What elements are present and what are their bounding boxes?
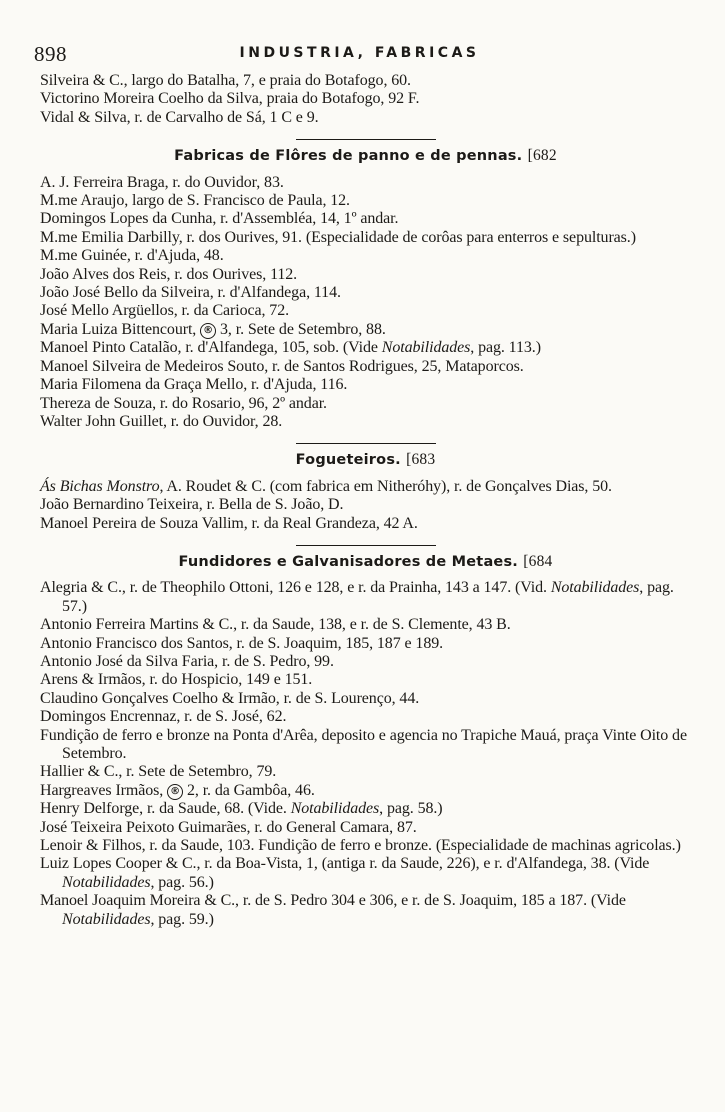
- entry-text: Manoel Joaquim Moreira & C., r. de S. Pedro 304 e 306, e r. de S. Joaquim, 185 a 187. (Vide: [40, 892, 626, 910]
- list-item: M.me Emilia Darbilly, r. dos Ourives, 91. (Especialidade de corôas para enterros e sepulturas.): [40, 228, 636, 246]
- section-heading-flores: [40, 147, 691, 165]
- list-item: M.me Guinée, r. d'Ajuda, 48.: [40, 247, 224, 265]
- list-item: [40, 579, 691, 616]
- list-item: Hallier & C., r. Sete de Setembro, 79.: [40, 763, 277, 781]
- section-title: Fundidores e Galvanisadores de Metaes.: [178, 553, 519, 570]
- list-item: [40, 339, 691, 357]
- list-item: João Bernardino Teixeira, r. Bella de S. João, D.: [40, 496, 344, 514]
- entry-text: 2, r. da Gambôa, 46.: [183, 781, 315, 799]
- list-item: Walter John Guillet, r. do Ouvidor, 28.: [40, 412, 283, 430]
- list-item: Manoel Silveira de Medeiros Souto, r. de Santos Rodrigues, 25, Mataporcos.: [40, 357, 524, 375]
- list-item: Fundição de ferro e bronze na Ponta d'Arêa, deposito e agencia no Trapiche Mauá, praça Vinte Oito de Setembro.: [40, 726, 687, 762]
- list-item: [40, 892, 691, 929]
- section-title: Fogueteiros.: [295, 452, 401, 469]
- section-heading-fundidores: [40, 553, 691, 571]
- list-item: Victorino Moreira Coelho da Silva, praia do Botafogo, 92 F.: [40, 90, 420, 108]
- section-divider: [296, 443, 436, 444]
- entry-italic: Notabilidades: [381, 339, 471, 357]
- section-heading-fogueteiros: [40, 451, 691, 469]
- list-item: Antonio Ferreira Martins & C., r. da Saude, 138, e r. de S. Clemente, 43 B.: [40, 616, 511, 634]
- entry-text: Maria Luiza Bittencourt,: [40, 320, 201, 338]
- list-item: Domingos Lopes da Cunha, r. d'Assembléa, 14, 1º andar.: [40, 210, 399, 228]
- list-item: Thereza de Souza, r. do Rosario, 96, 2º andar.: [40, 394, 327, 412]
- section-number: [682: [527, 147, 557, 165]
- list-item: Domingos Encrennaz, r. de S. José, 62.: [40, 708, 287, 726]
- entry-text: , pag. 58.): [379, 800, 443, 818]
- list-item: [40, 855, 691, 892]
- section-number: [684: [523, 552, 553, 570]
- running-title: INDUSTRIA, FABRICAS: [239, 45, 480, 61]
- section-divider: [296, 139, 436, 140]
- list-item: [40, 782, 691, 800]
- entry-text: 3, r. Sete de Setembro, 88.: [216, 320, 386, 338]
- list-item: José Mello Argüellos, r. da Carioca, 72.: [40, 302, 290, 320]
- entry-italic: Notabilidades: [62, 873, 151, 891]
- entry-text: Manoel Pinto Catalão, r. d'Alfandega, 105, sob. (Vide: [40, 339, 382, 357]
- entry-text: , pag. 57.): [62, 579, 674, 615]
- entry-text: Hargreaves Irmãos,: [40, 781, 168, 799]
- list-item: [40, 478, 691, 496]
- list-item: Claudino Gonçalves Coelho & Irmão, r. de S. Lourenço, 44.: [40, 689, 420, 707]
- entry-text: Luiz Lopes Cooper & C., r. da Boa-Vista, 1, (antiga r. da Saude, 226), e r. d'Alfandega, 38. (Vide: [40, 855, 650, 873]
- list-item: José Teixeira Peixoto Guimarães, r. do General Camara, 87.: [40, 818, 417, 836]
- list-item: Lenoir & Filhos, r. da Saude, 103. Fundição de ferro e bronze. (Especialidade de machinas agricolas.): [40, 837, 681, 855]
- section-title: Fabricas de Flôres de panno e de pennas.: [174, 148, 523, 165]
- entry-text: , pag. 56.): [150, 873, 214, 891]
- section-divider: [296, 545, 436, 546]
- entry-text: , A. Roudet & C. (com fabrica em Nitheróhy), r. de Gonçalves Dias, 50.: [159, 477, 612, 495]
- entry-text: , pag. 113.): [470, 339, 541, 357]
- entry-italic: Notabilidades: [290, 800, 380, 818]
- page-header: [34, 42, 685, 66]
- list-item: [40, 800, 691, 818]
- entry-text: Alegria & C., r. de Theophilo Ottoni, 126 e 128, e r. da Prainha, 143 a 147. (Vid.: [40, 579, 551, 597]
- list-item: João Alves dos Reis, r. dos Ourives, 112.: [40, 265, 298, 283]
- entry-italic: Notabilidades: [550, 579, 640, 597]
- page-number: 898: [34, 42, 67, 66]
- entry-italic: Notabilidades: [62, 910, 151, 928]
- list-item: A. J. Ferreira Braga, r. do Ouvidor, 83.: [40, 173, 284, 191]
- list-item: Silveira & C., largo do Batalha, 7, e praia do Botafogo, 60.: [40, 72, 411, 89]
- entry-text: Henry Delforge, r. da Saude, 68. (Vide.: [40, 800, 291, 818]
- list-item: Antonio Francisco dos Santos, r. de S. Joaquim, 185, 187 e 189.: [40, 634, 444, 652]
- list-item: Manoel Pereira de Souza Vallim, r. da Real Grandeza, 42 A.: [40, 514, 418, 532]
- registered-symbol: ®: [200, 323, 216, 339]
- registered-symbol: ®: [167, 784, 183, 800]
- section-number: [683: [406, 451, 436, 469]
- page-content: [40, 72, 691, 929]
- list-item: João José Bello da Silveira, r. d'Alfandega, 114.: [40, 284, 341, 302]
- list-item: [40, 321, 691, 339]
- list-item: M.me Araujo, largo de S. Francisco de Paula, 12.: [40, 192, 350, 210]
- list-item: Antonio José da Silva Faria, r. de S. Pedro, 99.: [40, 652, 334, 670]
- list-item: Vidal & Silva, r. de Carvalho de Sá, 1 C e 9.: [40, 108, 319, 126]
- list-item: Maria Filomena da Graça Mello, r. d'Ajuda, 116.: [40, 376, 348, 394]
- entry-text: , pag. 59.): [150, 910, 214, 928]
- list-item: Arens & Irmãos, r. do Hospicio, 149 e 151.: [40, 671, 313, 689]
- entry-italic: Ás Bichas Monstro: [40, 477, 160, 495]
